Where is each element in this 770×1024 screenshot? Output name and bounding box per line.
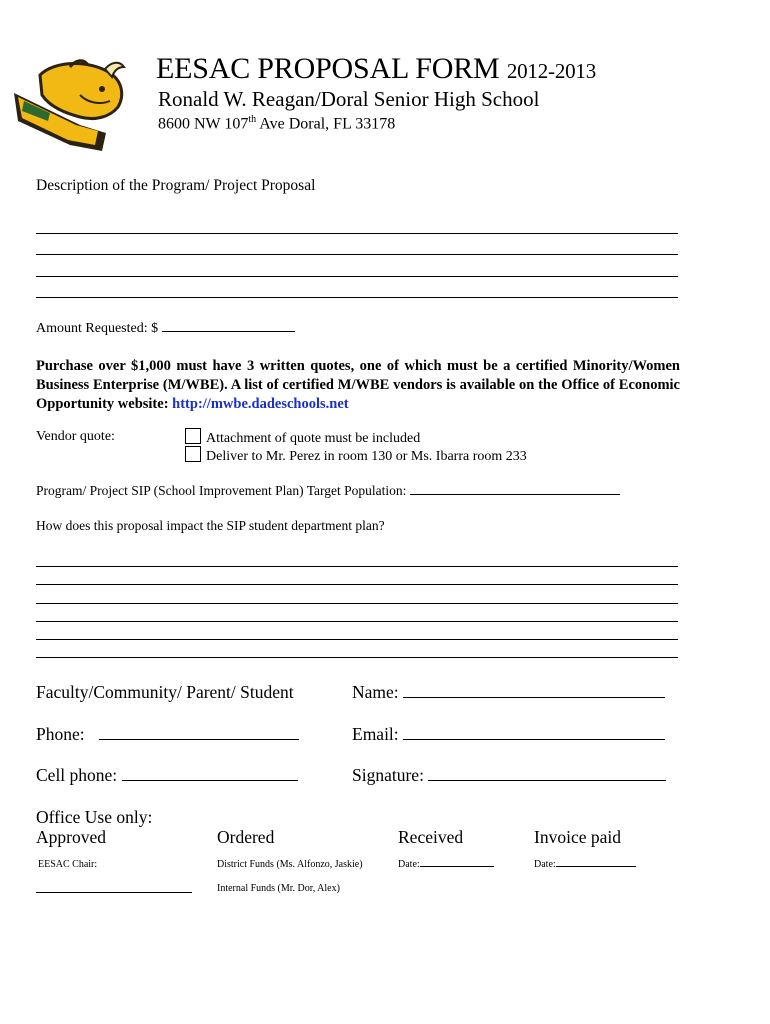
target-population-field[interactable] [410, 494, 620, 495]
name-label: Name: [352, 682, 399, 702]
impact-line-1[interactable] [36, 566, 678, 567]
vendor-option-1-label: Attachment of quote must be included [206, 431, 421, 446]
cell-field[interactable] [122, 780, 298, 781]
impact-line-3[interactable] [36, 603, 678, 604]
impact-line-5[interactable] [36, 639, 678, 640]
impact-question: How does this proposal impact the SIP student department plan? [36, 518, 385, 533]
address-sup: th [248, 114, 257, 125]
signature-row [352, 765, 666, 786]
school-logo [10, 55, 130, 155]
received-date-label: Date: [398, 859, 420, 870]
amount-row [36, 321, 295, 337]
address-suffix: Ave Doral, FL 33178 [256, 115, 396, 133]
sip-row [36, 483, 620, 499]
amount-field[interactable] [162, 331, 295, 332]
name-field[interactable] [403, 697, 665, 698]
office-received: Received [398, 827, 464, 847]
eesac-chair-signature-line[interactable] [36, 892, 192, 893]
form-title [156, 52, 596, 86]
cell-label: Cell phone: [36, 765, 118, 785]
checkbox-deliver[interactable] [185, 446, 201, 462]
office-ordered: Ordered [217, 827, 275, 847]
bison-logo-icon [10, 55, 130, 155]
vendor-option-1[interactable] [185, 428, 420, 447]
school-address [158, 114, 395, 133]
email-label: Email: [352, 724, 399, 744]
office-use-title: Office Use only: [36, 807, 153, 827]
description-label: Description of the Program/ Project Proposal [36, 177, 316, 194]
office-invoice-paid: Invoice paid [534, 827, 621, 847]
internal-funds-label: Internal Funds (Mr. Dor, Alex) [217, 883, 340, 894]
description-line-4[interactable] [36, 297, 678, 298]
cell-row [36, 765, 298, 786]
name-row [352, 682, 665, 703]
email-row [352, 724, 665, 745]
form-title-text: EESAC PROPOSAL FORM [156, 52, 500, 85]
vendor-option-2-label: Deliver to Mr. Perez in room 130 or Ms. Ibarra room 233 [206, 449, 527, 464]
impact-line-6[interactable] [36, 657, 678, 658]
vendor-option-2[interactable] [185, 446, 527, 465]
mwbe-link[interactable]: http://mwbe.dadeschools.net [172, 396, 349, 412]
role-label: Faculty/Community/ Parent/ Student [36, 682, 294, 702]
received-date-field[interactable] [420, 866, 494, 867]
phone-row [36, 724, 299, 745]
school-name: Ronald W. Reagan/Doral Senior High School [158, 87, 540, 111]
invoice-date-label: Date: [534, 859, 556, 870]
form-year: 2012-2013 [506, 59, 597, 83]
received-date-row [398, 859, 494, 870]
invoice-date-field[interactable] [556, 866, 636, 867]
description-line-3[interactable] [36, 276, 678, 277]
purchase-note [36, 357, 680, 414]
description-line-1[interactable] [36, 233, 678, 234]
phone-label: Phone: [36, 724, 85, 744]
description-line-2[interactable] [36, 254, 678, 255]
office-approved: Approved [36, 827, 106, 847]
vendor-label: Vendor quote: [36, 429, 115, 444]
signature-field[interactable] [428, 780, 666, 781]
checkbox-quote-attachment[interactable] [185, 428, 201, 444]
signature-label: Signature: [352, 765, 424, 785]
invoice-date-row [534, 859, 636, 870]
address-prefix: 8600 NW 107 [158, 115, 249, 133]
impact-line-4[interactable] [36, 621, 678, 622]
sip-label: Program/ Project SIP (School Improvement Plan) Target Population: [36, 483, 407, 498]
district-funds-label: District Funds (Ms. Alfonzo, Jaskie) [217, 859, 363, 870]
purchase-note-text: Purchase over $1,000 must have 3 written quotes, one of which must be a certified Minority/Women Business Enterprise (M/WBE). A list of certified M/WBE vendors is available on the Office of Economic Opportunity website: [36, 358, 680, 412]
impact-line-2[interactable] [36, 584, 678, 585]
email-field[interactable] [403, 739, 665, 740]
eesac-chair-label: EESAC Chair: [38, 859, 98, 870]
phone-field[interactable] [99, 739, 299, 740]
amount-label: Amount Requested: $ [36, 321, 159, 336]
